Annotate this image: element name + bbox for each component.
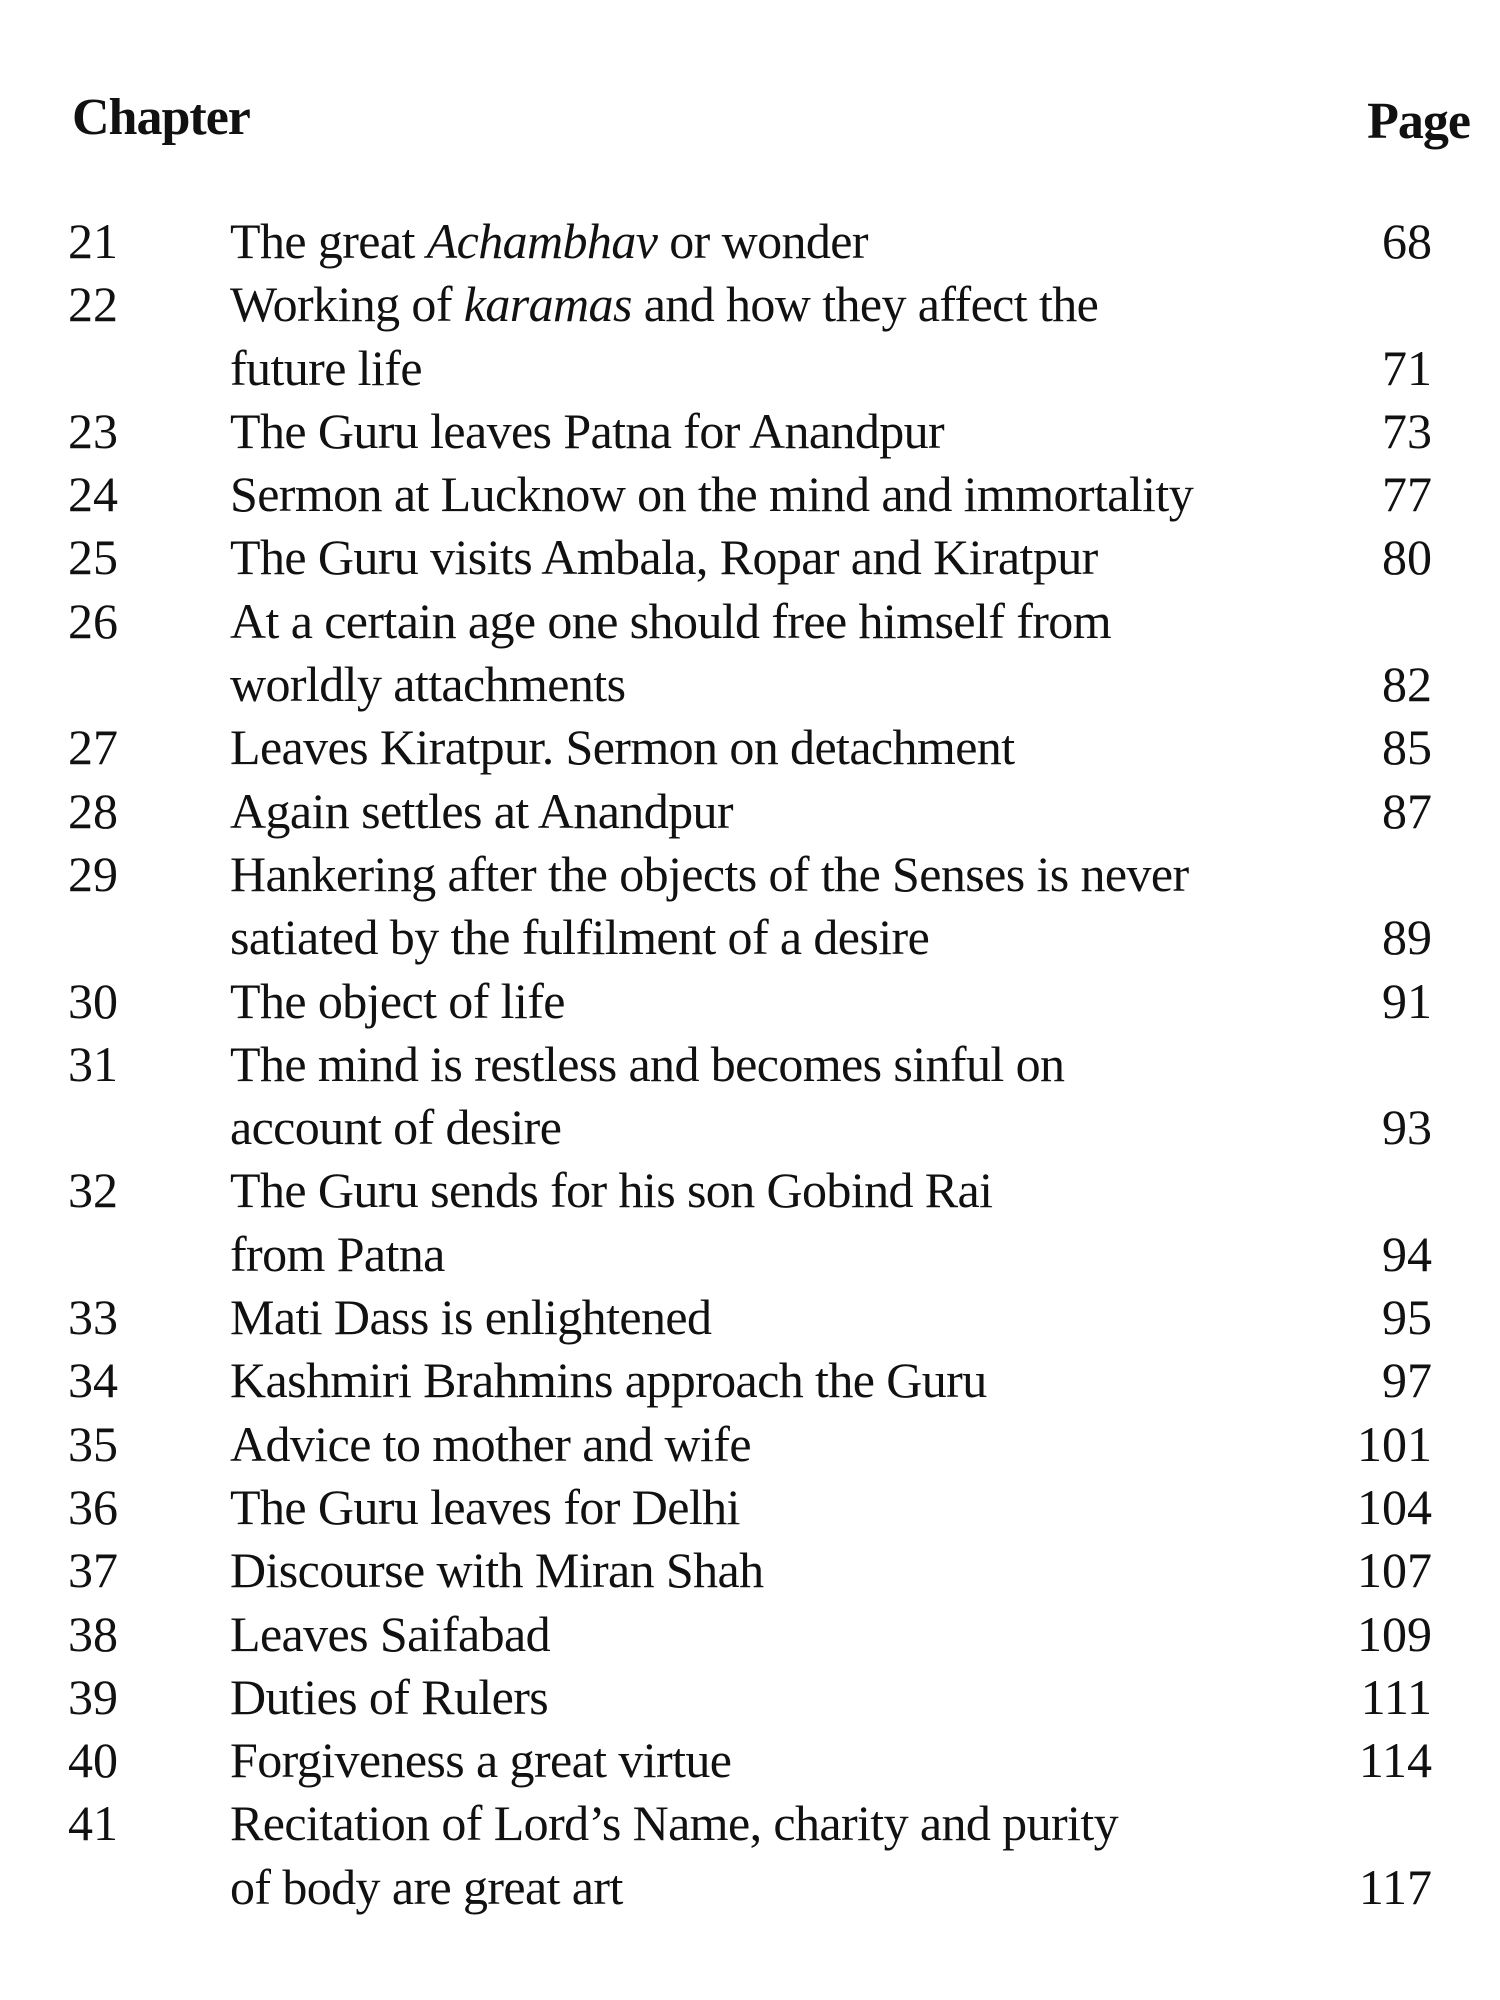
toc-entry-line [0,1856,1500,1919]
page-number: 73 [1382,402,1432,459]
chapter-title-italic: Achambhav [426,213,658,269]
chapter-title-text: Duties of Rulers [230,1668,549,1725]
toc-entry [0,970,1500,1033]
toc-entry-line [0,337,1500,400]
page-number: 91 [1382,972,1432,1029]
chapter-number: 22 [68,276,118,333]
page-number: 85 [1382,719,1432,776]
chapter-title-text: future life [230,339,422,396]
chapter-number: 24 [68,466,118,523]
page-number: 109 [1357,1605,1432,1662]
toc-entry-line [0,1223,1500,1286]
chapter-title-text: The Guru visits Ambala, Ropar and Kiratpur [230,529,1098,586]
chapter-title-text: Sermon at Lucknow on the mind and immortality [230,466,1194,523]
chapter-title [230,1539,764,1602]
chapter-number: 34 [68,1352,118,1409]
chapter-title [230,590,1111,653]
chapter-title [230,1413,751,1476]
chapter-title [230,1856,623,1919]
chapter-column-header: Chapter [72,89,250,146]
toc-entry-line [0,1729,1500,1792]
chapter-title-text: Working of [230,276,464,333]
toc-entry [0,1539,1500,1602]
toc-entry-line [0,1159,1500,1222]
chapter-title-text: Kashmiri Brahmins approach the Guru [230,1352,987,1409]
chapter-title-text: Recitation of Lord’s Name, charity and purity [230,1795,1119,1852]
chapter-number: 31 [68,1035,118,1092]
chapter-number: 21 [68,213,118,269]
page-number: 89 [1382,909,1432,966]
chapter-title [230,1792,1118,1855]
chapter-title [230,716,1015,779]
toc-entry-line [0,1603,1500,1666]
toc-entry [0,1729,1500,1792]
page-number: 82 [1382,656,1432,713]
chapter-title [230,1286,711,1349]
chapter-title [230,970,565,1033]
toc-entry [0,716,1500,779]
toc-entry [0,526,1500,589]
chapter-title-text: The Guru leaves Patna for Anandpur [230,402,945,459]
chapter-title [230,1603,550,1666]
toc-entry [0,1033,1500,1160]
chapter-title [230,906,929,969]
toc-entry [0,1413,1500,1476]
chapter-number: 38 [68,1605,118,1662]
page-number: 104 [1357,1478,1432,1535]
chapter-title-text: Discourse with Miran Shah [230,1542,764,1599]
page-number: 111 [1360,1668,1432,1725]
toc-entry [0,1159,1500,1286]
chapter-title-text: The Guru leaves for Delhi [230,1478,740,1535]
chapter-title [230,210,868,273]
chapter-number: 40 [68,1732,118,1789]
chapter-title-text: Hankering after the objects of the Senses is never [230,845,1189,902]
chapter-number: 27 [68,719,118,776]
toc-entry [0,590,1500,717]
toc-entry-line [0,970,1500,1033]
chapter-title-text: Advice to mother and wife [230,1415,751,1472]
chapter-title [230,273,1098,336]
chapter-title [230,526,1098,589]
page-number: 114 [1358,1732,1432,1789]
page-number: 87 [1382,782,1432,839]
toc-entry-line [0,590,1500,653]
page-number: 71 [1382,339,1432,396]
page-number: 68 [1382,213,1432,269]
chapter-title-text: At a certain age one should free himself from [230,592,1111,649]
toc-entry-line [0,1666,1500,1729]
toc-entry-line [0,1413,1500,1476]
toc-entry-line [0,653,1500,716]
chapter-title-text: Leaves Kiratpur. Sermon on detachment [230,719,1015,776]
toc-entry [0,843,1500,970]
toc-entry [0,1666,1500,1729]
toc-entry-line [0,400,1500,463]
page-number: 93 [1382,1099,1432,1156]
chapter-title-text: The object of life [230,972,565,1029]
chapter-title [230,1349,987,1412]
chapter-title-text: The Guru sends for his son Gobind Rai [230,1162,993,1219]
page-number: 94 [1382,1225,1432,1282]
chapter-number: 30 [68,972,118,1029]
toc-entry [0,463,1500,526]
toc-entry-line [0,1096,1500,1159]
chapter-number: 32 [68,1162,118,1219]
chapter-number: 39 [68,1668,118,1725]
chapter-number: 26 [68,592,118,649]
toc-entry-line [0,1476,1500,1539]
toc-entry [0,210,1500,273]
toc-entry-line [0,780,1500,843]
chapter-title [230,400,944,463]
chapter-title [230,780,733,843]
chapter-number: 29 [68,845,118,902]
chapter-title-text: from Patna [230,1225,445,1282]
page-number: 95 [1382,1289,1432,1346]
toc-entry [0,1349,1500,1412]
toc-entry-line [0,716,1500,779]
chapter-title-text: Forgiveness a great virtue [230,1732,732,1789]
toc-entry-line [0,1286,1500,1349]
chapter-number: 41 [68,1795,118,1852]
chapter-title [230,843,1189,906]
toc-entry-line [0,1349,1500,1412]
chapter-title [230,653,625,716]
toc-entry-line [0,210,1500,273]
toc-entry-line [0,843,1500,906]
chapter-number: 33 [68,1289,118,1346]
toc-entry [0,400,1500,463]
toc-entry [0,1476,1500,1539]
chapter-title-text: and how they affect the [631,276,1099,333]
chapter-title-text: Mati Dass is enlightened [230,1289,712,1346]
chapter-number: 25 [68,529,118,586]
table-of-contents [0,210,1500,1919]
chapter-title-text: of body are great art [230,1858,623,1915]
chapter-title-text: or wonder [657,213,868,269]
toc-entry-line [0,273,1500,336]
page-number: 77 [1382,466,1432,523]
chapter-title-text: account of desire [230,1099,562,1156]
toc-entry [0,1286,1500,1349]
chapter-number: 23 [68,402,118,459]
chapter-title-text: Leaves Saifabad [230,1605,551,1662]
toc-entry [0,780,1500,843]
chapter-number: 28 [68,782,118,839]
chapter-title-text: The mind is restless and becomes sinful on [230,1035,1065,1092]
chapter-title [230,463,1193,526]
page-number: 101 [1357,1415,1432,1472]
page-number: 107 [1357,1542,1432,1599]
toc-entry-line [0,1539,1500,1602]
page-number: 80 [1382,529,1432,586]
chapter-title [230,1666,548,1729]
toc-entry-line [0,463,1500,526]
toc-entry [0,1792,1500,1919]
chapter-title [230,1096,561,1159]
toc-entry-line [0,526,1500,589]
chapter-title [230,337,422,400]
page-column-header: Page [1367,93,1470,150]
page-number: 117 [1358,1858,1432,1915]
chapter-title-text: worldly attachments [230,656,626,713]
chapter-title-text: The great [230,213,427,269]
chapter-title-text: Again settles at Anandpur [230,782,733,839]
toc-entry-line [0,1033,1500,1096]
toc-entry-line [0,1792,1500,1855]
page-number: 97 [1382,1352,1432,1409]
chapter-title [230,1476,740,1539]
chapter-title-italic: karamas [463,276,632,333]
toc-entry-line [0,906,1500,969]
chapter-title-text: satiated by the fulfilment of a desire [230,909,930,966]
chapter-number: 36 [68,1478,118,1535]
toc-entry [0,273,1500,400]
chapter-number: 35 [68,1415,118,1472]
chapter-title [230,1729,731,1792]
toc-entry [0,1603,1500,1666]
chapter-title [230,1223,445,1286]
chapter-title [230,1159,992,1222]
chapter-title [230,1033,1064,1096]
chapter-number: 37 [68,1542,118,1599]
